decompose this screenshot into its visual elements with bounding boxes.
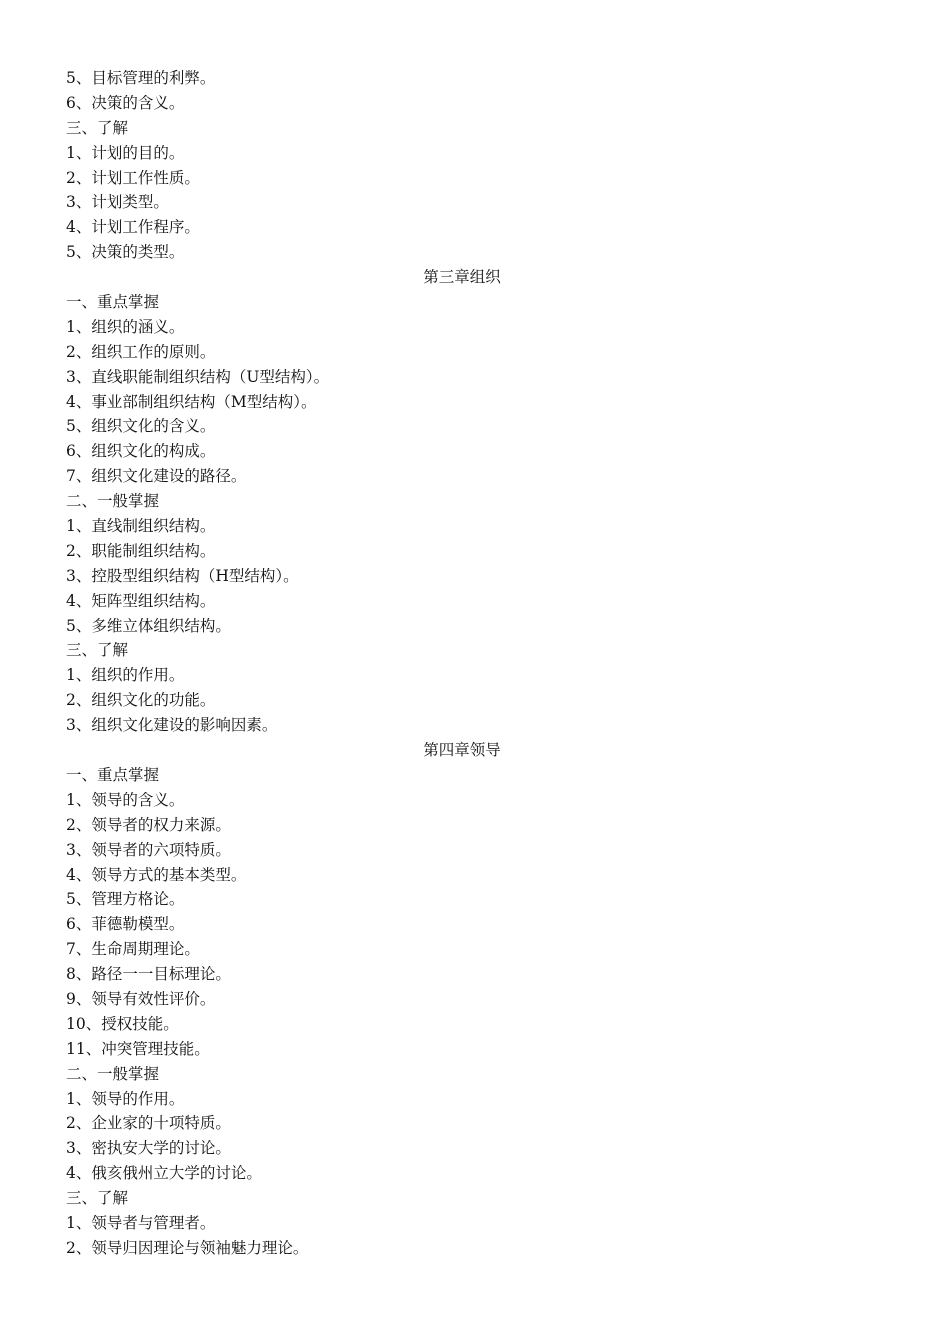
- outline-list: [66, 66, 858, 1261]
- outline-item: 5、管理方格论。: [66, 890, 185, 909]
- chapter-heading: 第三章组织: [423, 268, 501, 287]
- outline-item: 2、组织文化的功能。: [66, 691, 216, 710]
- outline-item: 4、计划工作程序。: [66, 218, 200, 237]
- outline-item: 1、领导的作用。: [66, 1089, 185, 1108]
- outline-item: 6、组织文化的构成。: [66, 442, 216, 461]
- outline-item: 1、领导者与管理者。: [66, 1213, 216, 1232]
- section-heading: 一、重点掌握: [66, 765, 160, 784]
- outline-item: 4、俄亥俄州立大学的讨论。: [66, 1164, 262, 1183]
- outline-item: 2、职能制组织结构。: [66, 541, 216, 560]
- section-heading: 三、了解: [66, 118, 129, 137]
- outline-item: 9、领导有效性评价。: [66, 989, 216, 1008]
- outline-item: 3、组织文化建设的影响因素。: [66, 716, 278, 735]
- outline-item: 1、领导的含义。: [66, 790, 185, 809]
- outline-item: 3、控股型组织结构（H型结构）。: [66, 566, 299, 585]
- outline-item: 5、多维立体组织结构。: [66, 616, 231, 635]
- outline-item: 1、组织的作用。: [66, 666, 185, 685]
- outline-item: 2、计划工作性质。: [66, 168, 200, 187]
- outline-item: 5、目标管理的利弊。: [66, 69, 216, 87]
- outline-item: 1、直线制组织结构。: [66, 517, 216, 536]
- section-heading: 二、一般掌握: [66, 492, 160, 511]
- outline-item: 2、企业家的十项特质。: [66, 1114, 231, 1133]
- outline-item: 1、组织的涵义。: [66, 317, 185, 336]
- outline-item: 2、领导者的权力来源。: [66, 815, 231, 834]
- outline-item: 1、计划的目的。: [66, 143, 185, 162]
- outline-item: 4、矩阵型组织结构。: [66, 591, 216, 610]
- outline-item: 11、冲突管理技能。: [66, 1039, 210, 1058]
- outline-item: 5、组织文化的含义。: [66, 417, 216, 436]
- outline-item: 10、授权技能。: [66, 1014, 179, 1033]
- outline-item: 4、领导方式的基本类型。: [66, 865, 247, 884]
- outline-item: 4、事业部制组织结构（M型结构）。: [66, 392, 317, 411]
- outline-item: 2、组织工作的原则。: [66, 342, 216, 361]
- outline-item: 6、菲德勒模型。: [66, 915, 185, 934]
- outline-item: 7、组织文化建设的路径。: [66, 467, 247, 486]
- section-heading: 三、了解: [66, 1189, 129, 1208]
- outline-item: 7、生命周期理论。: [66, 940, 200, 959]
- document-page: [66, 66, 858, 1261]
- chapter-heading: 第四章领导: [423, 741, 501, 760]
- section-heading: 二、一般掌握: [66, 1064, 160, 1083]
- outline-item: 2、领导归因理论与领袖魅力理论。: [66, 1238, 309, 1257]
- outline-item: 3、领导者的六项特质。: [66, 840, 231, 859]
- outline-item: 5、决策的类型。: [66, 243, 185, 262]
- outline-item: 3、直线职能制组织结构（U型结构）。: [66, 367, 330, 386]
- outline-item: 8、路径一一目标理论。: [66, 965, 231, 984]
- outline-item: 3、密执安大学的讨论。: [66, 1139, 231, 1158]
- outline-item: 3、计划类型。: [66, 193, 169, 212]
- section-heading: 三、了解: [66, 641, 129, 660]
- outline-item: 6、决策的含义。: [66, 93, 185, 112]
- section-heading: 一、重点掌握: [66, 293, 160, 312]
